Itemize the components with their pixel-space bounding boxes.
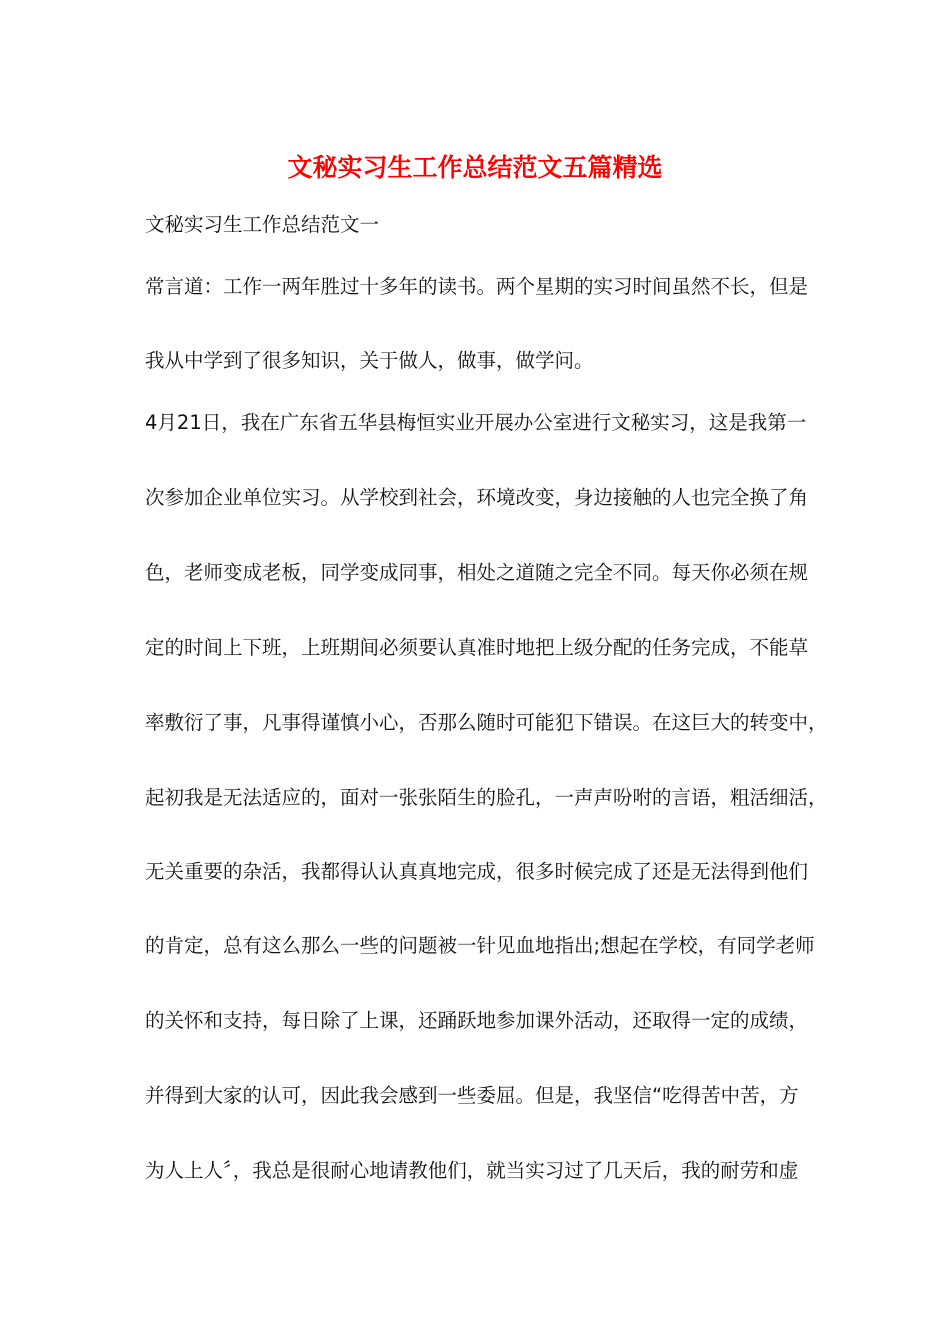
paragraph-line: 4月21日，我在广东省五华县梅恒实业开展办公室进行文秘实习，这是我第一 [145, 411, 807, 434]
paragraph-line: 色，老师变成老板，同学变成同事，相处之道随之完全不同。每天你必须在规 [145, 561, 809, 584]
section-heading: 文秘实习生工作总结范文一 [145, 213, 380, 236]
paragraph-line: 我从中学到了很多知识，关于做人，做事，做学问。 [145, 349, 594, 372]
paragraph-line: 无关重要的杂活，我都得认认真真地完成，很多时候完成了还是无法得到他们 [145, 860, 809, 883]
paragraph-line: 的关怀和支持，每日除了上课，还踊跃地参加课外活动，还取得一定的成绩， [145, 1009, 809, 1032]
paragraph-line: 常言道：工作一两年胜过十多年的读书。两个星期的实习时间虽然不长，但是 [145, 275, 809, 298]
paragraph-line: 并得到大家的认可，因此我会感到一些委屈。但是，我坚信“吃得苦中苦，方 [145, 1084, 799, 1107]
document-title: 文秘实习生工作总结范文五篇精选 [287, 153, 663, 182]
paragraph-line: 起初我是无法适应的，面对一张张陌生的脸孔，一声声吩咐的言语，粗活细活， [145, 786, 828, 809]
paragraph-line: 定的时间上下班，上班期间必须要认真准时地把上级分配的任务完成，不能草 [145, 636, 809, 659]
paragraph-line: 次参加企业单位实习。从学校到社会，环境改变，身边接触的人也完全换了角 [145, 486, 809, 509]
paragraph-line: 为人上人〞，我总是很耐心地请教他们，就当实习过了几天后，我的耐劳和虚 [145, 1159, 799, 1182]
paragraph-line: 的肯定，总有这么那么一些的问题被一针见血地指出;想起在学校，有同学老师 [145, 934, 815, 957]
paragraph-line: 率敷衍了事，凡事得谨慎小心，否那么随时可能犯下错误。在这巨大的转变中， [145, 711, 828, 734]
